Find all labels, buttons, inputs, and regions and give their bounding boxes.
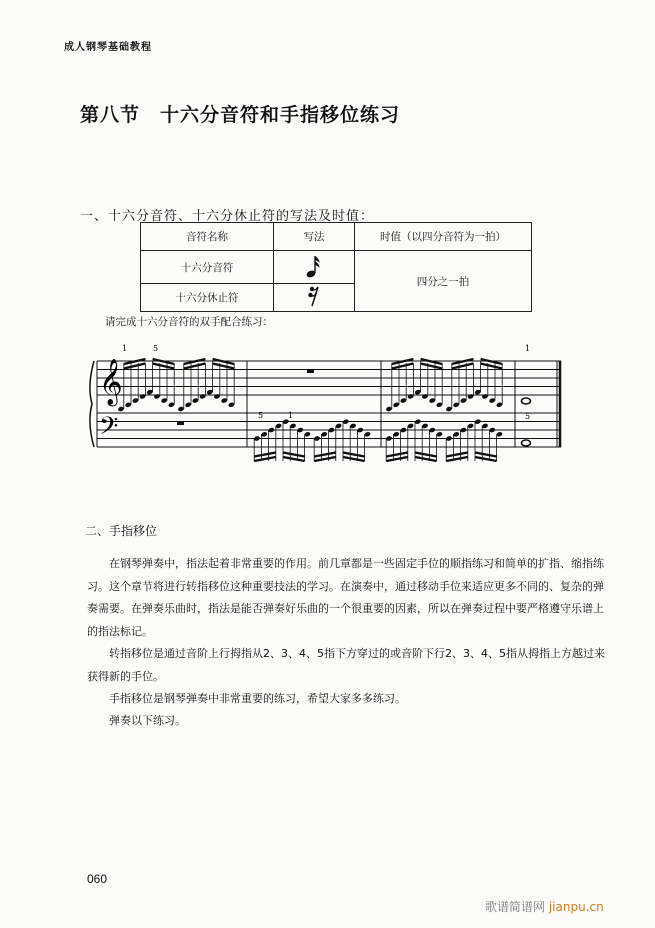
header-note-name: 音符名称 xyxy=(141,223,274,251)
svg-text:5: 5 xyxy=(153,344,159,353)
paragraph-text: 弹奏以下练习。 xyxy=(109,714,186,727)
paragraph-text: 在钢琴弹奏中，指法起着非常重要的作用。前几章都是一些固定手位的顺指练习和简单的扩指、缩指练习。这个章节将进行转指移位这种重要技法的学习。在演奏中，通过移动手位来适应更多不同的、复杂的弹奏需要。在弹奏乐曲时，指法是能否弹奏好乐曲的一个很重要的因素，所以在弹奏过程中要严格遵守乐谱上的指法标记。 xyxy=(87,557,604,638)
paragraph-text: 转指移位是通过音阶上行拇指从2、3、4、5指下方穿过的或音阶下行2、3、4、5指从拇指上方越过来获得新的手位。 xyxy=(87,647,605,683)
svg-text:5: 5 xyxy=(258,411,264,420)
sixteenth-rest-icon xyxy=(274,284,355,312)
exercise-instruction: 请完成十六分音符的双手配合练习： xyxy=(105,316,273,328)
paragraph-text: 手指移位是钢琴弹奏中非常重要的练习，希望大家多多练习。 xyxy=(109,692,406,705)
paragraph xyxy=(87,553,609,643)
running-head: 成人钢琴基础教程 xyxy=(64,42,152,53)
row-note-name: 十六分音符 xyxy=(141,251,274,284)
page-number: 060 xyxy=(87,872,108,886)
part2-heading: 二、手指移位 xyxy=(85,524,158,538)
table-row xyxy=(141,251,532,284)
watermark xyxy=(485,898,604,915)
paragraph xyxy=(87,688,609,711)
row-note-name: 十六分休止符 xyxy=(141,284,274,312)
note-values-table xyxy=(140,222,532,312)
table-header-row xyxy=(141,223,532,251)
header-notation: 写法 xyxy=(274,223,355,251)
svg-text:5: 5 xyxy=(525,412,531,421)
paragraph xyxy=(87,710,609,733)
svg-text:𝄞: 𝄞 xyxy=(99,359,123,405)
part1-heading: 一、十六分音符、十六分休止符的写法及时值： xyxy=(80,209,375,224)
svg-text:𝄢: 𝄢 xyxy=(99,412,119,447)
paragraph xyxy=(87,643,609,688)
section-title: 第八节 十六分音符和手指移位练习 xyxy=(80,104,401,126)
svg-text:1: 1 xyxy=(288,411,294,420)
watermark-site: jianpu.cn xyxy=(548,900,604,914)
svg-text:1: 1 xyxy=(525,344,531,353)
watermark-cn: 歌谱简谱网 xyxy=(485,900,546,914)
sixteenth-note-icon xyxy=(274,251,355,284)
svg-text:1: 1 xyxy=(122,344,128,353)
header-duration: 时值（以四分音符为一拍） xyxy=(355,223,532,251)
sixteenth-note-exercise-score xyxy=(85,338,565,468)
duration-value: 四分之一拍 xyxy=(355,251,532,312)
